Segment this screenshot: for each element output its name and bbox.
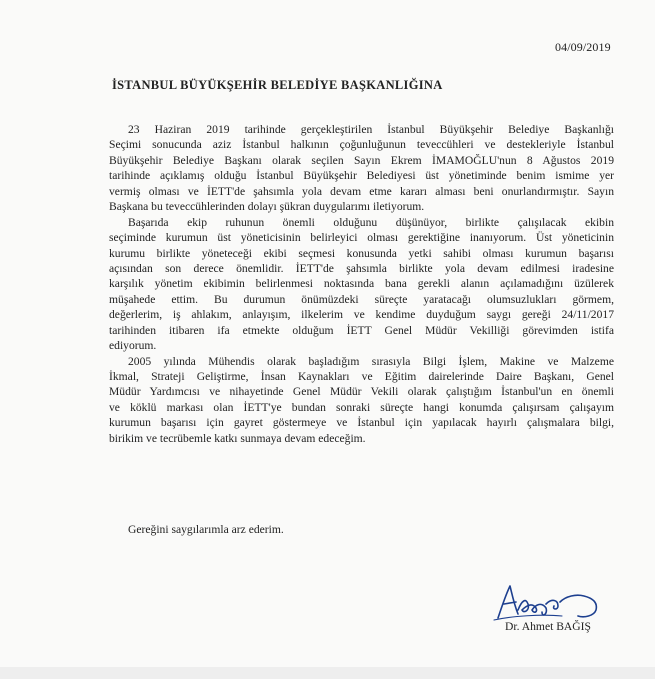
paragraph-line: kurumu birlikte yöneteceği ekibi seçmesi konusunda yetki sahibi olması kurumun başarısı bbox=[109, 246, 614, 260]
paragraph-line: Müdür Yardımcısı ve nihayetinde Genel Müdür Vekili olarak çalıştığım İstanbul'un en önemli bbox=[109, 385, 614, 399]
handwritten-signature bbox=[492, 580, 614, 624]
paragraph-line: 2005 yılında Mühendis olarak başladığım sırasıyla Bilgi İşlem, Makine ve Malzeme bbox=[128, 354, 614, 368]
paragraph bbox=[109, 122, 614, 215]
paragraph-line: açısından son derece önemlidir. İETT'de şahsımla birlikte yola devam edilmesi iradesine bbox=[109, 261, 614, 275]
paragraph-line: ediyorum. bbox=[109, 339, 157, 353]
paragraph-line: değerlerim, iş ahlakım, anlayışım, ilkelerim ve kendime duyduğum saygı gereği 24/11/2017 bbox=[109, 308, 614, 322]
letter-recipient: İSTANBUL BÜYÜKŞEHİR BELEDİYE BAŞKANLIĞINA bbox=[112, 78, 443, 92]
paragraph bbox=[109, 215, 614, 354]
paragraph-list bbox=[109, 122, 614, 446]
paragraph-line: karşılık yönetim ekibimin belirlenmesi noktasında bana gerekli alanın açılamadığını üzülerek bbox=[109, 277, 614, 291]
paragraph-line: seçiminde kurumun üst yöneticisinin belirleyici olması gerektiğine inanıyorum. Üst yöneticinin bbox=[109, 231, 614, 245]
paragraph bbox=[109, 354, 614, 447]
paragraph-line: Seçimi sonucunda aziz İstanbul halkının çoğunluğunun teveccühleri ve destekleriyle İstanbul bbox=[109, 138, 614, 152]
paragraph-line: ve köklü markası olan İETT'ye bundan sonraki süreçte hangi konumda çalışırsam çalışayım bbox=[109, 400, 614, 414]
paragraph-line: kurumun başarısı için gayret göstermeye ve İstanbul için yapılacak hayırlı çalışmalara bilgi, bbox=[109, 416, 614, 430]
letter-date: 04/09/2019 bbox=[555, 40, 611, 54]
paragraph-line: tarihinden itibaren ifa etmekte olduğum İETT Genel Müdür Vekilliği görevimden istifa bbox=[109, 323, 614, 337]
paragraph-line: 23 Haziran 2019 tarihinde gerçekleştirilen İstanbul Büyükşehir Belediye Başkanlığı bbox=[128, 123, 614, 136]
paragraph-line: Başkana bu teveccühlerinden dolayı şükran duygularımı iletiyorum. bbox=[109, 200, 425, 214]
paragraph-line: Başarıda ekip ruhunun önemli olduğunu düşünüyor, birlikte çalışılacak ekibin bbox=[128, 215, 614, 229]
paragraph-line: müşahede ettim. Bu durumun önümüzdeki süreçte yaratacağı olumsuzlukları görmem, bbox=[109, 292, 614, 306]
letter-body bbox=[109, 122, 614, 446]
paragraph-line: İkmal, Strateji Geliştirme, İnsan Kaynakları ve Eğitim dairelerinde Daire Başkanı, Genel bbox=[109, 370, 614, 383]
paragraph-line: birikim ve tecrübemle katkı sunmaya devam edeceğim. bbox=[109, 431, 366, 445]
closing-line: Gereğini saygılarımla arz ederim. bbox=[128, 523, 284, 536]
paragraph-line: tarihinde açıklamış olduğu İstanbul Büyükşehir Belediyesi üst yönetiminde benim ismime yer bbox=[109, 169, 614, 183]
signer-name: Dr. Ahmet BAĞIŞ bbox=[505, 620, 591, 633]
paragraph-line: vermiş olması ve İETT'de şahsımla yola devam etme kararı alması beni onurlandırmıştır. Sayın bbox=[109, 184, 614, 198]
paragraph-line: Büyükşehir Belediye Başkanı olarak seçilen Sayın Ekrem İMAMOĞLU'nun 8 Ağustos 2019 bbox=[109, 153, 614, 167]
